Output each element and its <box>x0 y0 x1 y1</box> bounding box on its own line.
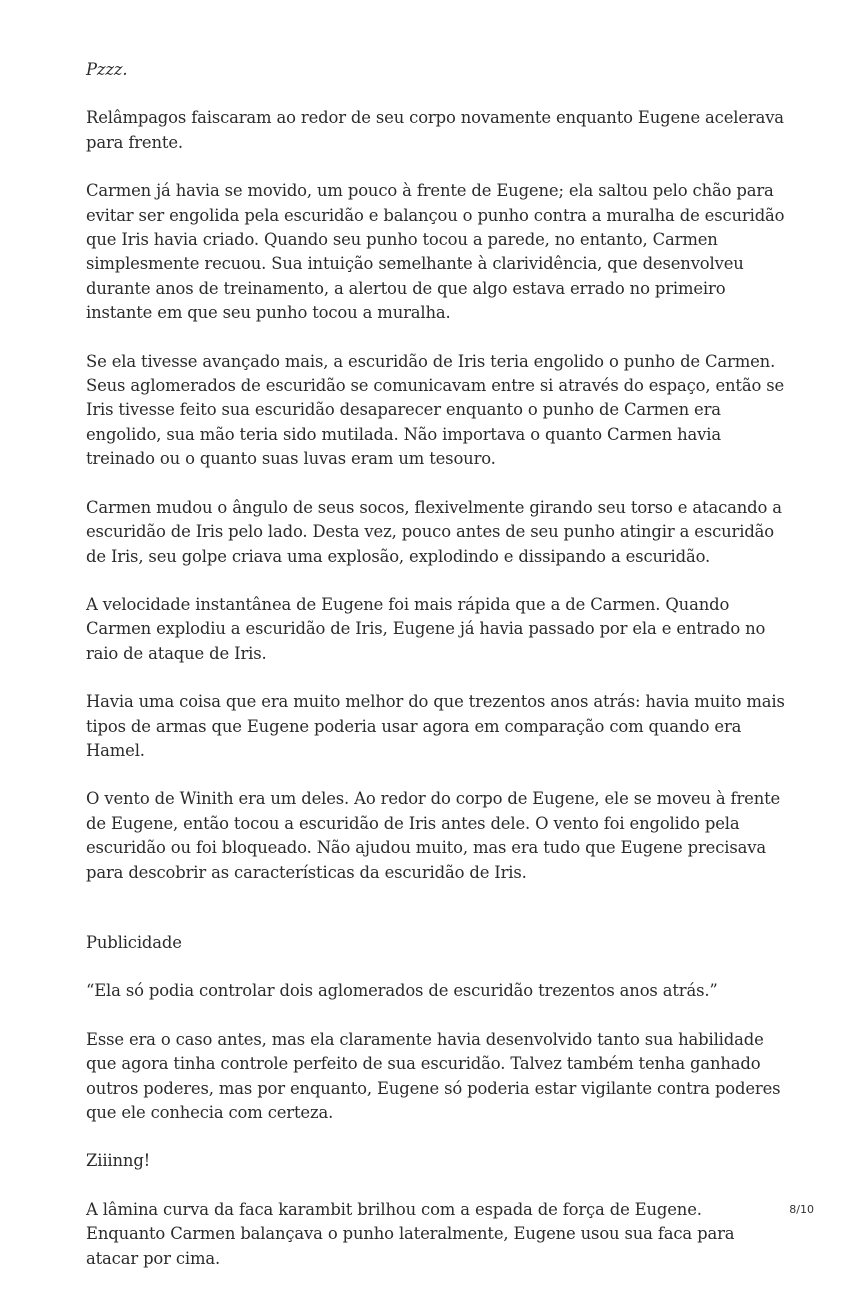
page-number: 8/10 <box>789 1203 814 1216</box>
paragraph: Esse era o caso antes, mas ela claramente havia desenvolvido tanto sua habilidade que agora tinha controle perfeito de sua escuridão. Talvez também tenha ganhado outros poderes, mas por enquanto, Eugene só poderia estar vigilante contra poderes que ele conhecia com certeza. <box>86 1029 781 1122</box>
paragraph: Se ela tivesse avançado mais, a escuridão de Iris teria engolido o punho de Carmen. Seus aglomerados de escuridão se comunicavam entre si através do espaço, então se Iris tivesse feito sua escuridão desaparecer enquanto o punho de Carmen era engolido, sua mão teria sido mutilada. Não importava o quanto Carmen havia treinado ou o quanto suas luvas eram um tesouro. <box>86 351 785 469</box>
paragraph: Havia uma coisa que era muito melhor do que trezentos anos atrás: havia muito mais tipos de armas que Eugene poderia usar agora em comparação com quando era Hamel. <box>86 692 785 760</box>
paragraph: A lâmina curva da faca karambit brilhou com a espada de força de Eugene. Enquanto Carmen balançava o punho lateralmente, Eugene usou sua faca para atacar por cima. <box>86 1199 735 1268</box>
paragraph: Carmen mudou o ângulo de seus socos, flexivelmente girando seu torso e atacando a escuridão de Iris pelo lado. Desta vez, pouco antes de seu punho atingir a escuridão de Iris, seu golpe criava uma explosão, explodindo e dissipando a escuridão. <box>86 497 782 566</box>
document-body <box>86 58 786 1295</box>
section-spacer <box>86 909 786 931</box>
dialogue-paragraph: “Ela só podia controlar dois aglomerados de escuridão trezentos anos atrás.” <box>86 981 718 1001</box>
sound-effect-pzzz: Pzzz. <box>86 60 128 79</box>
advertisement-label: Publicidade <box>86 932 182 952</box>
paragraph: A velocidade instantânea de Eugene foi mais rápida que a de Carmen. Quando Carmen explodiu a escuridão de Iris, Eugene já havia passado por ela e entrado no raio de ataque de Iris. <box>86 594 766 663</box>
paragraph: Relâmpagos faiscaram ao redor de seu corpo novamente enquanto Eugene acelerava para frente. <box>86 108 784 152</box>
sound-effect-ziiinng: Ziiinng! <box>86 1151 151 1171</box>
paragraph: Carmen já havia se movido, um pouco à frente de Eugene; ela saltou pelo chão para evitar ser engolida pela escuridão e balançou o punho contra a muralha de escuridão que Iris havia criado. Quando seu punho tocou a parede, no entanto, Carmen simplesmente recuou. Sua intuição semelhante à clarividência, que desenvolveu durante anos de treinamento, a alertou de que algo estava errado no primeiro instante em que seu punho tocou a muralha. <box>86 181 785 323</box>
paragraph: O vento de Winith era um deles. Ao redor do corpo de Eugene, ele se moveu à frente de Eugene, então tocou a escuridão de Iris antes dele. O vento foi engolido pela escuridão ou foi bloqueado. Não ajudou muito, mas era tudo que Eugene precisava para descobrir as características da escuridão de Iris. <box>86 789 781 882</box>
